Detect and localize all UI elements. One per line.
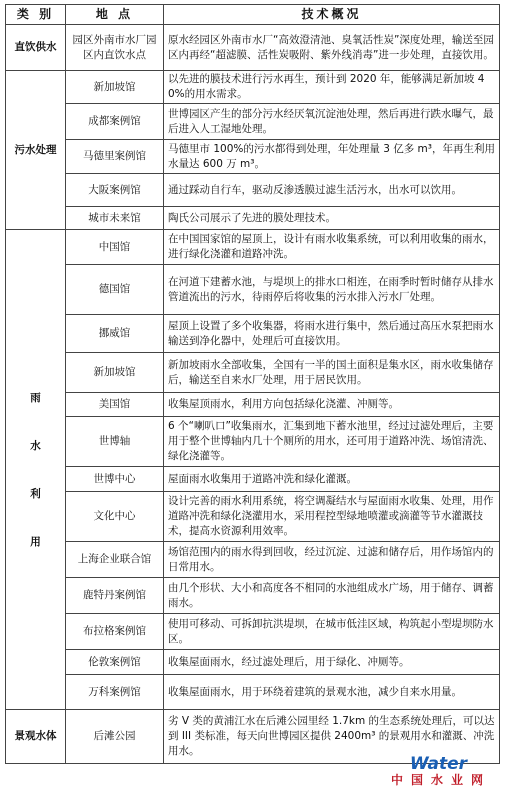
location-cell: 马德里案例馆	[66, 140, 164, 174]
table-row	[6, 207, 500, 230]
description-cell: 通过踩动自行车，驱动反渗透膜过滤生活污水，出水可以饮用。	[164, 174, 500, 207]
location-cell: 文化中心	[66, 492, 164, 542]
description-cell: 使用可移动、可拆卸抗洪堤坝，在城市低洼区域，构筑起小型堤坝防水区。	[164, 614, 500, 650]
table-header-row	[6, 5, 500, 25]
section-sewage: 污水处理	[6, 71, 66, 230]
description-cell: 新加坡雨水全部收集，全国有一半的国土面积是集水区，雨水收集储存后，输送至自来水厂处理，用于居民饮用。	[164, 353, 500, 393]
location-cell: 布拉格案例馆	[66, 614, 164, 650]
table-row	[6, 393, 500, 417]
location-cell: 上海企业联合馆	[66, 542, 164, 578]
location-cell: 德国馆	[66, 265, 164, 315]
watermark-logo: Water	[409, 754, 467, 774]
description-cell: 马德里市 100%的污水都得到处理，年处理量 3 亿多 m³，年再生利用水量达 600 万 m³。	[164, 140, 500, 174]
location-cell: 万科案例馆	[66, 675, 164, 710]
description-cell: 收集屋面雨水，用于环绕着建筑的景观水池，减少自来水用量。	[164, 675, 500, 710]
location-cell: 成都案例馆	[66, 104, 164, 140]
location-cell: 中国馆	[66, 230, 164, 265]
table-row	[6, 315, 500, 353]
location-cell: 后滩公园	[66, 710, 164, 764]
table-row	[6, 140, 500, 174]
description-cell: 原水经园区外南市水厂“高效澄清池、臭氧活性炭”深度处理，输送至园区内再经“超滤膜、活性炭吸附、紫外线消毒”进一步处理，直接饮用。	[164, 25, 500, 71]
header-overview: 技术概况	[164, 5, 500, 25]
table-row	[6, 265, 500, 315]
table-row	[6, 675, 500, 710]
location-cell: 园区外南市水厂园区内直饮水点	[66, 25, 164, 71]
description-cell: 劣 V 类的黄浦江水在后滩公园里经 1.7km 的生态系统处理后，可以达到 III 类标准，每天向世博园区提供 2400m³ 的景观用水和灌溉、冲洗用水。	[164, 710, 500, 764]
location-cell: 城市未来馆	[66, 207, 164, 230]
description-cell: 场馆范围内的雨水得到回收，经过沉淀、过滤和储存后，用作场馆内的日常用水。	[164, 542, 500, 578]
section-drinking: 直饮供水	[6, 25, 66, 71]
technology-table	[5, 4, 500, 764]
location-cell: 伦敦案例馆	[66, 650, 164, 675]
location-cell: 新加坡馆	[66, 71, 164, 104]
header-category: 类 别	[6, 5, 66, 25]
description-cell: 屋面雨水收集用于道路冲洗和绿化灌溉。	[164, 467, 500, 492]
location-cell: 鹿特丹案例馆	[66, 578, 164, 614]
header-location: 地 点	[66, 5, 164, 25]
section-landscape: 景观水体	[6, 710, 66, 764]
description-cell: 在中国国家馆的屋顶上，设计有雨水收集系统，可以利用收集的雨水，进行绿化浇灌和道路冲洗。	[164, 230, 500, 265]
location-cell: 挪威馆	[66, 315, 164, 353]
table-row	[6, 542, 500, 578]
table-row	[6, 174, 500, 207]
description-cell: 在河道下建蓄水池，与堤坝上的排水口相连，在雨季时暂时储存从排水管道流出的污水，待雨停后将收集的污水排入污水厂处理。	[164, 265, 500, 315]
table-row	[6, 353, 500, 393]
watermark	[337, 754, 497, 788]
table-row	[6, 25, 500, 71]
table-row	[6, 492, 500, 542]
watermark-site-name: 中国水业网	[390, 773, 491, 787]
table-row	[6, 230, 500, 265]
table-row	[6, 104, 500, 140]
location-cell: 世博中心	[66, 467, 164, 492]
section-rain: 雨 水 利 用	[6, 230, 66, 710]
location-cell: 新加坡馆	[66, 353, 164, 393]
table-row	[6, 578, 500, 614]
table-row	[6, 417, 500, 467]
description-cell: 设计完善的雨水利用系统，将空调凝结水与屋面雨水收集、处理，用作道路冲洗和绿化浇灌用水，采用程控型绿地喷灌或滴灌等节水灌溉技术，提高水资源利用效率。	[164, 492, 500, 542]
location-cell: 大阪案例馆	[66, 174, 164, 207]
description-cell: 收集屋面雨水，经过滤处理后，用于绿化、冲厕等。	[164, 650, 500, 675]
table-row	[6, 650, 500, 675]
table-row	[6, 71, 500, 104]
description-cell: 以先进的膜技术进行污水再生，预计到 2020 年，能够满足新加坡 40%的用水需求。	[164, 71, 500, 104]
description-cell: 屋顶上设置了多个收集器，将雨水进行集中，然后通过高压水泵把雨水输送到净化器中，处理后可直接饮用。	[164, 315, 500, 353]
description-cell: 收集屋顶雨水，利用方向包括绿化浇灌、冲厕等。	[164, 393, 500, 417]
description-cell: 世博园区产生的部分污水经厌氧沉淀池处理，然后再进行跌水曝气，最后进入人工湿地处理。	[164, 104, 500, 140]
description-cell: 6 个“喇叭口”收集雨水，汇集到地下蓄水池里，经过过滤处理后，主要用于整个世博轴内几十个厕所的用水，还可用于道路冲洗、场馆清洗、绿化浇灌等。	[164, 417, 500, 467]
description-cell: 由几个形状、大小和高度各不相同的水池组成水广场，用于储存、调蓄雨水。	[164, 578, 500, 614]
description-cell: 陶氏公司展示了先进的膜处理技术。	[164, 207, 500, 230]
location-cell: 世博轴	[66, 417, 164, 467]
table-row	[6, 614, 500, 650]
table-row	[6, 467, 500, 492]
location-cell: 美国馆	[66, 393, 164, 417]
